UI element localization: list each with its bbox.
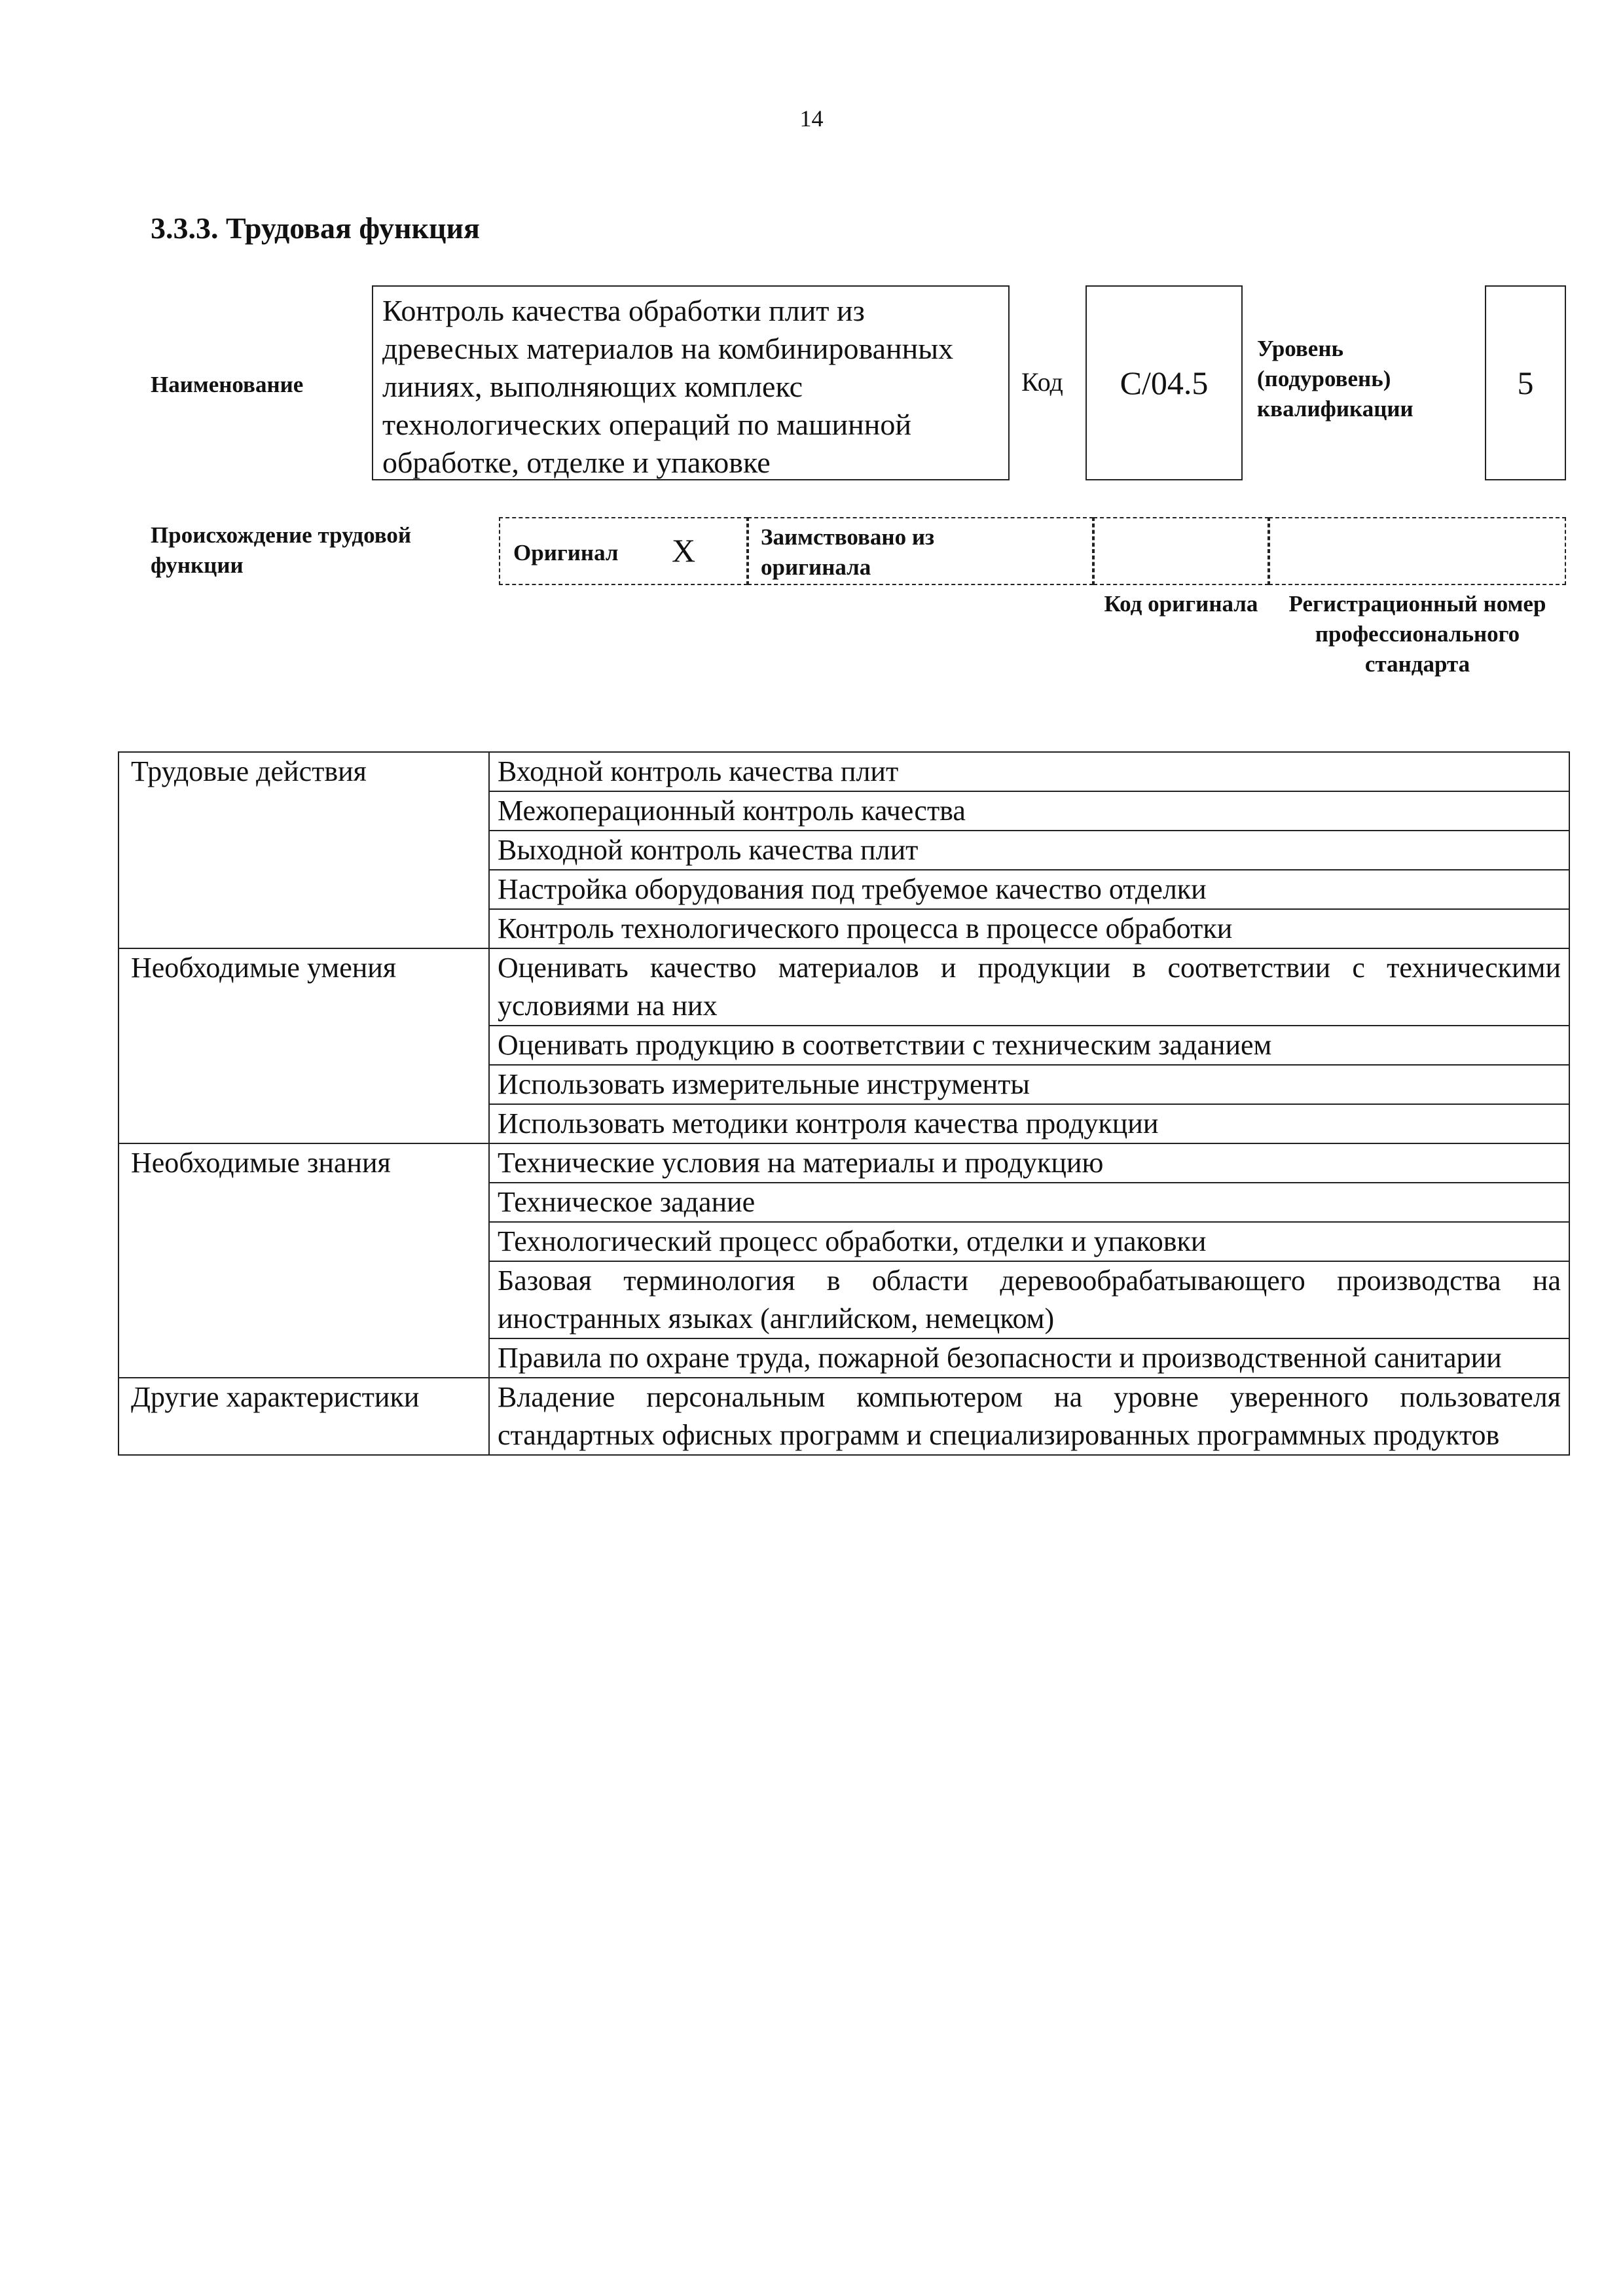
original-code-box (1093, 517, 1269, 585)
reg-number-label: Регистрационный номер профессионального стандарта (1288, 591, 1546, 677)
table-cell: Технологический процесс обработки, отделки и упаковки (489, 1222, 1569, 1261)
group-label: Трудовые действия (119, 752, 489, 948)
level-value: 5 (1517, 365, 1534, 401)
original-mark: X (672, 532, 696, 569)
reg-number-box (1269, 517, 1566, 585)
table-cell: Выходной контроль качества плит (489, 831, 1569, 870)
table-cell: Оценивать продукцию в соответствии с техническим заданием (489, 1026, 1569, 1065)
table-cell: Техническое задание (489, 1183, 1569, 1222)
table-row (119, 1378, 1569, 1455)
table-cell: Оценивать качество материалов и продукции в соответствии с техническими условиями на них (489, 948, 1569, 1026)
name-box (372, 285, 1010, 480)
table-cell: Правила по охране труда, пожарной безопасности и производственной санитарии (489, 1338, 1569, 1378)
table-cell: Контроль технологического процесса в процессе обработки (489, 909, 1569, 948)
function-table (118, 751, 1570, 1456)
borrowed-label: Заимствовано из оригинала (761, 524, 935, 581)
code-box (1085, 285, 1243, 480)
group-label: Необходимые умения (119, 948, 489, 1143)
code-value: C/04.5 (1120, 365, 1209, 401)
original-label: Оригинал (513, 540, 619, 565)
table-cell: Базовая терминология в области деревообрабатывающего производства на иностранных языках (английском, немецком) (489, 1261, 1569, 1338)
table-row (119, 948, 1569, 1026)
table-cell: Использовать методики контроля качества продукции (489, 1104, 1569, 1143)
section-title: 3.3.3. Трудовая функция (151, 211, 480, 245)
table-cell: Технические условия на материалы и продукцию (489, 1143, 1569, 1183)
table-row (119, 1143, 1569, 1183)
name-label: Наименование (151, 372, 304, 397)
table-row (119, 752, 1569, 791)
borrowed-box (748, 517, 1093, 585)
table-cell: Владение персональным компьютером на уровне уверенного пользователя стандартных офисных программ и специализированных программных продуктов (489, 1378, 1569, 1455)
table-cell: Межоперационный контроль качества (489, 791, 1569, 831)
level-label: Уровень (подуровень) квалификации (1257, 336, 1413, 422)
origin-label: Происхождение трудовой функции (151, 522, 412, 579)
original-box (499, 517, 748, 585)
table-cell: Использовать измерительные инструменты (489, 1065, 1569, 1104)
name-value: Контроль качества обработки плит из древесных материалов на комбинированных линиях, выполняющих комплекс технологических операций по машинной обработке, отделке и упаковке (382, 294, 954, 479)
group-label: Необходимые знания (119, 1143, 489, 1378)
group-label: Другие характеристики (119, 1378, 489, 1455)
level-box (1485, 285, 1566, 480)
page-number: 14 (799, 105, 824, 132)
table-cell: Настройка оборудования под требуемое качество отделки (489, 870, 1569, 909)
code-label: Код (1021, 367, 1063, 397)
original-code-label: Код оригинала (1104, 591, 1258, 617)
table-cell: Входной контроль качества плит (489, 752, 1569, 791)
